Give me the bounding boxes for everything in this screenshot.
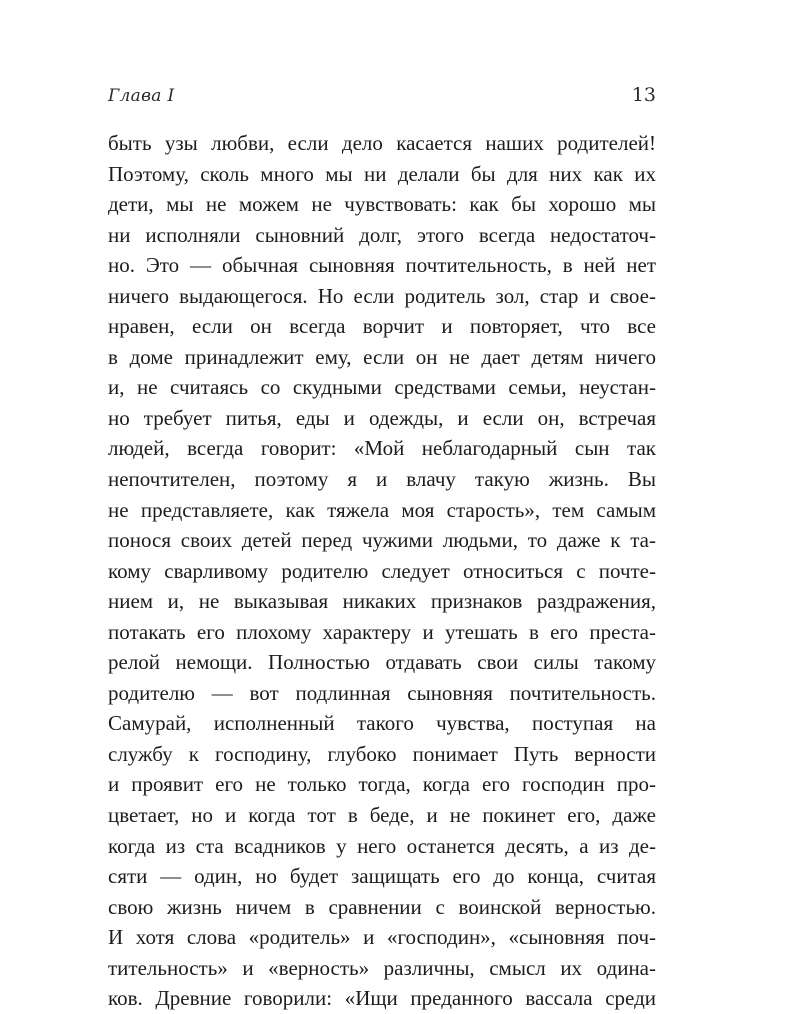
text-line: релой немощи. Полностью отдавать свои силы такому [108,650,656,675]
text-line: потакать его плохому характеру и утешать в его преста- [108,619,656,644]
text-line: ков. Древние говорили: «Ищи преданного вассала среди [108,986,656,1011]
page-number: 13 [631,84,656,106]
text-line: Поэтому, сколь много мы ни делали бы для них как их [108,161,656,186]
text-line: дети, мы не можем не чувствовать: как бы хорошо мы [108,192,656,217]
text-line: но. Это — обычная сыновняя почтительность, в ней нет [108,253,656,278]
text-line: кому сварливому родителю следует относиться с почте- [108,558,656,583]
text-line: в доме принадлежит ему, если он не дает детям ничего [108,344,656,369]
text-line: сяти — один, но будет защищать его до конца, считая [108,864,656,889]
text-line: свою жизнь ничем в сравнении с воинской верностью. [108,894,656,919]
text-line: понося своих детей перед чужими людьми, то даже к та- [108,528,656,553]
text-line: непочтителен, поэтому я и влачу такую жизнь. Вы [108,467,656,492]
text-line: нием и, не выказывая никаких признаков раздражения, [108,589,656,614]
text-line: И хотя слова «родитель» и «господин», «сыновняя поч- [108,925,656,950]
text-line: Самурай, исполненный такого чувства, поступая на [108,711,656,736]
chapter-label: Глава I [108,86,175,106]
text-line: нравен, если он всегда ворчит и повторяет, что все [108,314,656,339]
text-line: ничего выдающегося. Но если родитель зол, стар и свое- [108,283,656,308]
text-line: когда из ста всадников у него останется десять, а из де- [108,833,656,858]
text-line: цветает, но и когда тот в беде, и не покинет его, даже [108,803,656,828]
text-line: родителю — вот подлинная сыновняя почтительность. [108,680,656,705]
text-line: службу к господину, глубоко понимает Путь верности [108,741,656,766]
text-line: не представляете, как тяжела моя старость», тем самым [108,497,656,522]
text-line: быть узы любви, если дело касается наших родителей! [108,131,656,155]
text-line: и проявит его не только тогда, когда его господин про- [108,772,656,797]
text-line: и, не считаясь со скудными средствами семьи, неустан- [108,375,656,400]
text-line: тительность» и «верность» различны, смысл их одина- [108,955,656,980]
text-line: но требует питья, еды и одежды, и если он, встречая [108,405,656,430]
text-line: ни исполняли сыновний долг, этого всегда недостаточ- [108,222,656,247]
text-line: людей, всегда говорит: «Мой неблагодарный сын так [108,436,656,461]
running-head [108,84,656,112]
body-text [108,128,656,1014]
